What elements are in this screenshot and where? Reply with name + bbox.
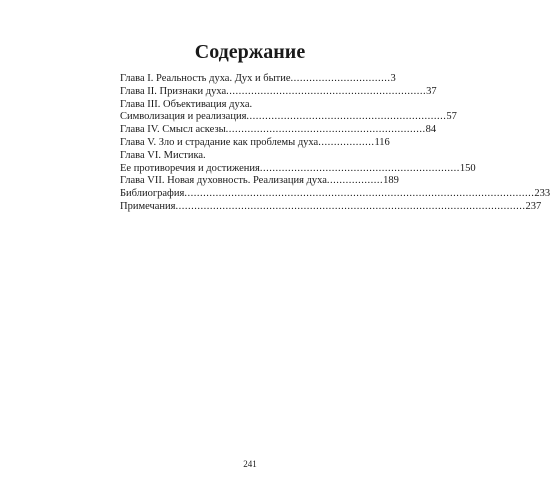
toc-entry-text: Глава III. Объективация духа. — [120, 98, 253, 110]
toc-entry-text: Ее противоречия и достижения — [120, 162, 260, 174]
table-of-contents — [120, 73, 550, 214]
toc-leader-dots: ................................................................................................................ — [175, 200, 526, 212]
toc-page-number: 233 — [534, 188, 550, 200]
toc-entry-text: Глава V. Зло и страдание как проблемы духа — [120, 136, 319, 148]
page-title: Содержание — [194, 41, 306, 63]
toc-page-number: 57 — [446, 111, 457, 123]
toc-leader-dots: ................................................................ — [246, 111, 447, 123]
toc-leader-dots: ................................................................ — [259, 162, 460, 174]
toc-entry-6-cont — [120, 162, 476, 176]
toc-entry-5 — [120, 136, 390, 150]
toc-entry-2 — [120, 85, 437, 99]
toc-page-number: 150 — [459, 162, 476, 174]
toc-entry-4 — [120, 124, 437, 137]
toc-entry-text: Глава I. Реальность духа. Дух и бытие — [120, 73, 291, 84]
toc-entry-text: Символизация и реализация — [120, 111, 247, 123]
toc-page-number: 3 — [390, 73, 396, 84]
toc-page-number: 37 — [426, 85, 437, 97]
toc-entry-7 — [120, 175, 399, 188]
toc-entry-1 — [120, 73, 396, 86]
toc-entry-text: Глава VII. Новая духовность. Реализация духа — [120, 175, 327, 187]
toc-entry-text: Глава IV. Смысл аскезы — [120, 124, 226, 136]
toc-entry-text: Глава II. Признаки духа — [120, 85, 227, 97]
toc-leader-dots: .................. — [318, 136, 375, 148]
toc-entry-bibliography — [120, 188, 550, 201]
toc-leader-dots: ................................ — [290, 73, 391, 84]
toc-page-number: 116 — [374, 136, 390, 148]
toc-page-number: 84 — [425, 124, 437, 136]
toc-entry-3-cont — [120, 111, 457, 124]
toc-leader-dots: ................................................................ — [225, 124, 426, 136]
toc-leader-dots: ................................................................ — [226, 85, 427, 97]
toc-leader-dots: .................. — [326, 175, 384, 187]
page-number-footer: 241 — [243, 459, 257, 469]
toc-entry-6 — [120, 150, 375, 163]
toc-leader-dots: ................................................................................................................ — [184, 188, 535, 200]
toc-entry-text: Примечания — [120, 200, 176, 212]
toc-page-number: 189 — [383, 175, 399, 187]
toc-entry-notes — [120, 200, 542, 214]
toc-entry-3 — [120, 99, 375, 112]
toc-entry-text: Глава VI. Мистика. — [120, 149, 206, 161]
toc-page-number: 237 — [525, 200, 542, 212]
toc-entry-text: Библиография — [120, 188, 185, 200]
